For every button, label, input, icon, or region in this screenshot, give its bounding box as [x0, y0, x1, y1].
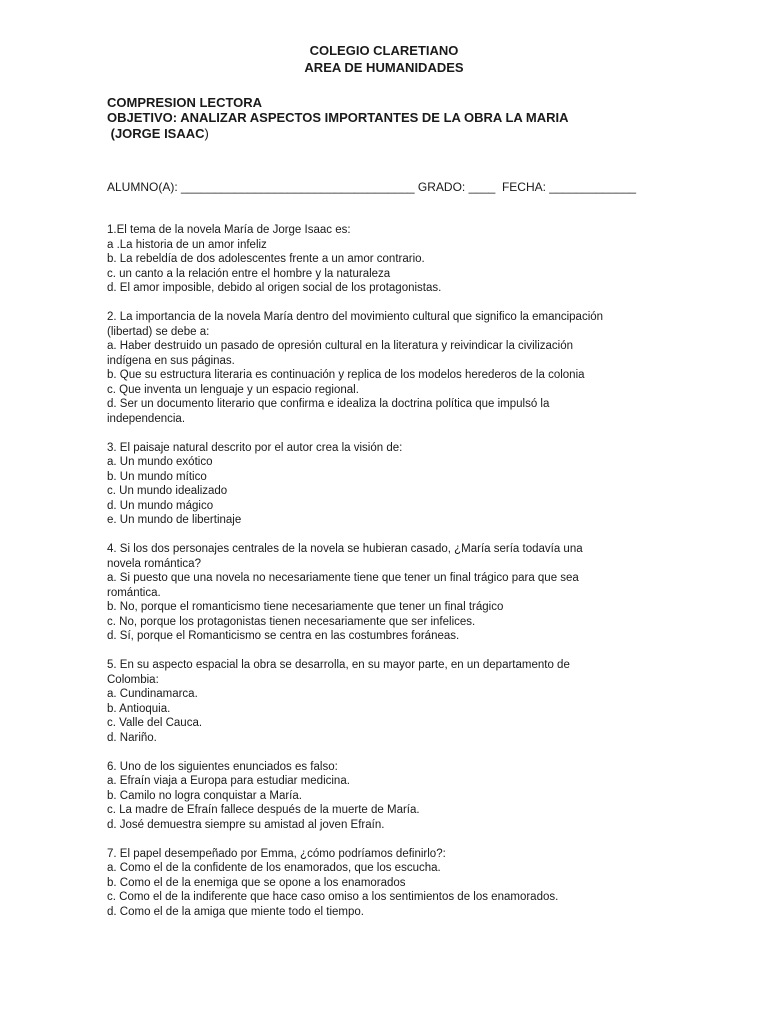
answer-option: b. La rebeldía de dos adolescentes frente a un amor contrario.	[107, 253, 425, 265]
question-block	[107, 310, 667, 426]
question-block	[107, 658, 667, 745]
answer-option: c. La madre de Efraín fallece después de la muerte de María.	[107, 804, 420, 816]
answer-option: romántica.	[107, 586, 161, 599]
questions-list	[107, 223, 667, 934]
answer-option: a. Un mundo exótico	[107, 456, 213, 468]
objective-line: OBJETIVO: ANALIZAR ASPECTOS IMPORTANTES DE LA OBRA LA MARIA	[107, 110, 569, 125]
answer-option: d. Como el de la amiga que miente todo el tiempo.	[107, 905, 364, 918]
answer-option: a. Cundinamarca.	[107, 688, 198, 700]
answer-option: a. Como el de la confidente de los enamorados, que los escucha.	[107, 862, 441, 874]
question-block	[107, 223, 667, 296]
answer-option: b. Antioquia.	[107, 702, 171, 715]
answer-option: b. Un mundo mítico	[107, 470, 207, 483]
question-block	[107, 847, 667, 920]
question-stem: Colombia:	[107, 673, 159, 686]
answer-option: d. Un mundo mágico	[107, 499, 214, 512]
answer-option: c. No, porque los protagonistas tienen necesariamente que ser infelices.	[107, 615, 476, 628]
question-stem: (libertad) se debe a:	[107, 325, 210, 338]
question-stem: 1.El tema de la novela María de Jorge Isaac es:	[107, 224, 351, 236]
question-block	[107, 441, 667, 528]
answer-option: c. un canto a la relación entre el hombre y la naturaleza	[107, 267, 391, 280]
author-line	[107, 125, 209, 142]
author-name: (JORGE ISAAC	[107, 126, 205, 141]
answer-option: a. Haber destruido un pasado de opresión cultural en la literatura y reivindicar la civilización	[107, 340, 574, 352]
document-header	[0, 42, 768, 76]
answer-option: a .La historia de un amor infeliz	[107, 238, 267, 251]
answer-option: a. Efraín viaja a Europa para estudiar medicina.	[107, 775, 350, 787]
answer-option: b. Como el de la enemiga que se opone a los enamorados	[107, 876, 406, 889]
answer-option: c. Como el de la indiferente que hace caso omiso a los sentimientos de los enamorados.	[107, 891, 559, 903]
section-title: COMPRESION LECTORA	[107, 95, 263, 110]
question-stem: novela romántica?	[107, 557, 201, 570]
answer-option: e. Un mundo de libertinaje	[107, 514, 242, 526]
student-info-line: ALUMNO(A): ___________________________________ GRADO: ____ FECHA: _____________	[107, 180, 637, 194]
answer-option: d. El amor imposible, debido al origen social de los protagonistas.	[107, 282, 442, 294]
question-stem: 5. En su aspecto espacial la obra se desarrolla, en su mayor parte, en un departamento de	[107, 659, 570, 671]
question-stem: 3. El paisaje natural descrito por el autor crea la visión de:	[107, 441, 403, 454]
question-block	[107, 542, 667, 644]
school-name: COLEGIO CLARETIANO	[309, 43, 459, 58]
question-block	[107, 760, 667, 833]
answer-option: indígena en sus páginas.	[107, 354, 235, 367]
answer-option: b. Que su estructura literaria es continuación y replica de los modelos herederos de la colonia	[107, 369, 585, 381]
answer-option: c. Que inventa un lenguaje y un espacio regional.	[107, 383, 359, 396]
question-stem: 2. La importancia de la novela María dentro del movimiento cultural que significo la emancipación	[107, 311, 604, 323]
answer-option: independencia.	[107, 412, 186, 425]
answer-option: d. Sí, porque el Romanticismo se centra en las costumbres foráneas.	[107, 630, 460, 642]
answer-option: c. Valle del Cauca.	[107, 717, 203, 729]
answer-option: d. Ser un documento literario que confirma e idealiza la doctrina política que impulsó la	[107, 398, 550, 410]
answer-option: a. Si puesto que una novela no necesariamente tiene que tener un final trágico para que sea	[107, 572, 579, 584]
author-close-paren: )	[204, 126, 209, 141]
answer-option: d. Nariño.	[107, 731, 157, 744]
answer-option: b. No, porque el romanticismo tiene necesariamente que tener un final trágico	[107, 601, 504, 613]
question-stem: 4. Si los dos personajes centrales de la novela se hubieran casado, ¿María sería todavía una	[107, 543, 583, 555]
answer-option: b. Camilo no logra conquistar a María.	[107, 789, 302, 802]
area-name: AREA DE HUMANIDADES	[304, 60, 464, 75]
question-stem: 7. El papel desempeñado por Emma, ¿cómo podríamos definirlo?:	[107, 847, 446, 860]
answer-option: d. José demuestra siempre su amistad al joven Efraín.	[107, 818, 385, 831]
question-stem: 6. Uno de los siguientes enunciados es falso:	[107, 760, 338, 773]
answer-option: c. Un mundo idealizado	[107, 485, 228, 497]
